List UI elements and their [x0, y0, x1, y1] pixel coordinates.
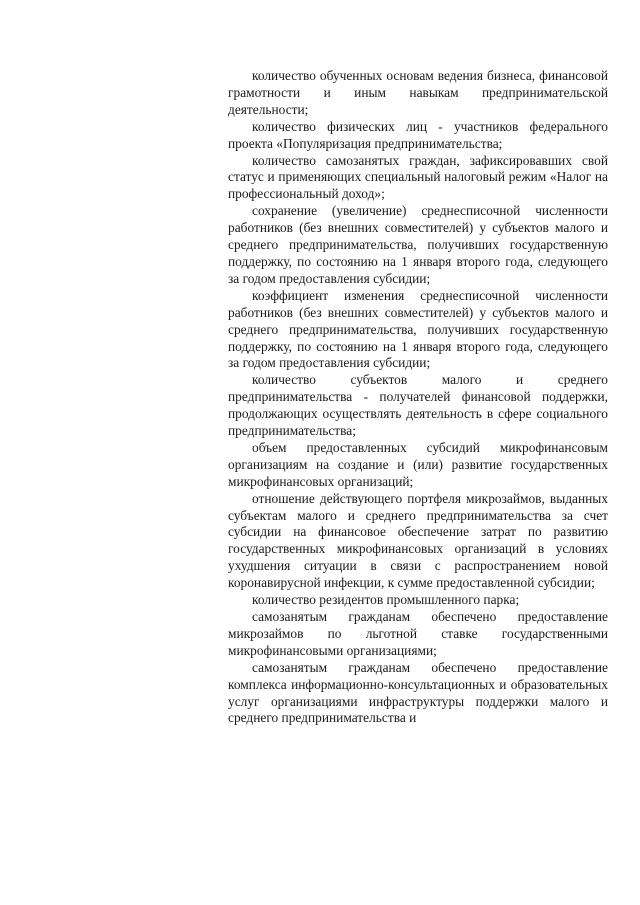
paragraph-headcount-coefficient: коэффициент изменения среднесписочной численности работников (без внешних совместителей) у субъектов малого и среднего предпринимательства, получивших государственную поддержку, по состоянию на 1 января второго года, следующего за годом предоставления субсидии;: [228, 287, 608, 371]
document-page: [228, 68, 608, 727]
paragraph-social-entrepreneurs: количество субъектов малого и среднего предпринимательства - получателей финансовой поддержки, продолжающих осуществлять деятельность в сфере социального предпринимательства;: [228, 372, 608, 439]
paragraph-microloan-portfolio-ratio: отношение действующего портфеля микрозаймов, выданных субъектам малого и среднего предпринимательства за счет субсидии на финансовое обеспечение затрат по развитию государственных микрофинансовых организаций в условиях ухудшения ситуации в связи с распространением новой коронавирусной инфекции, к сумме предоставленной субсидии;: [228, 490, 608, 591]
paragraph-self-employed-microloans: самозанятым гражданам обеспечено предоставление микрозаймов по льготной ставке государственными микрофинансовыми организациями;: [228, 609, 608, 658]
paragraph-self-employed-services: самозанятым гражданам обеспечено предоставление комплекса информационно-консультационных и образовательных услуг организациями инфраструктуры поддержки малого и среднего предпринимательства и: [228, 659, 608, 726]
paragraph-self-employed-count: количество самозанятых граждан, зафиксировавших свой статус и применяющих специальный налоговый режим «Налог на профессиональный доход»;: [228, 152, 608, 202]
paragraph-trained-count: количество обученных основам ведения бизнеса, финансовой грамотности и иным навыкам предпринимательской деятельности;: [228, 68, 608, 117]
paragraph-headcount-preservation: сохранение (увеличение) среднесписочной численности работников (без внешних совместителей) у субъектов малого и среднего предпринимательства, получивших государственную поддержку, по состоянию на 1 января второго года, следующего за годом предоставления субсидии;: [228, 203, 608, 286]
paragraph-microfinance-subsidies: объем предоставленных субсидий микрофинансовым организациям на создание и (или) развитие государственных микрофинансовых организаций;: [228, 439, 608, 489]
paragraph-industrial-park-residents: количество резидентов промышленного парка;: [252, 592, 520, 608]
paragraph-project-participants: количество физических лиц - участников федерального проекта «Популяризация предпринимательства;: [228, 118, 608, 151]
